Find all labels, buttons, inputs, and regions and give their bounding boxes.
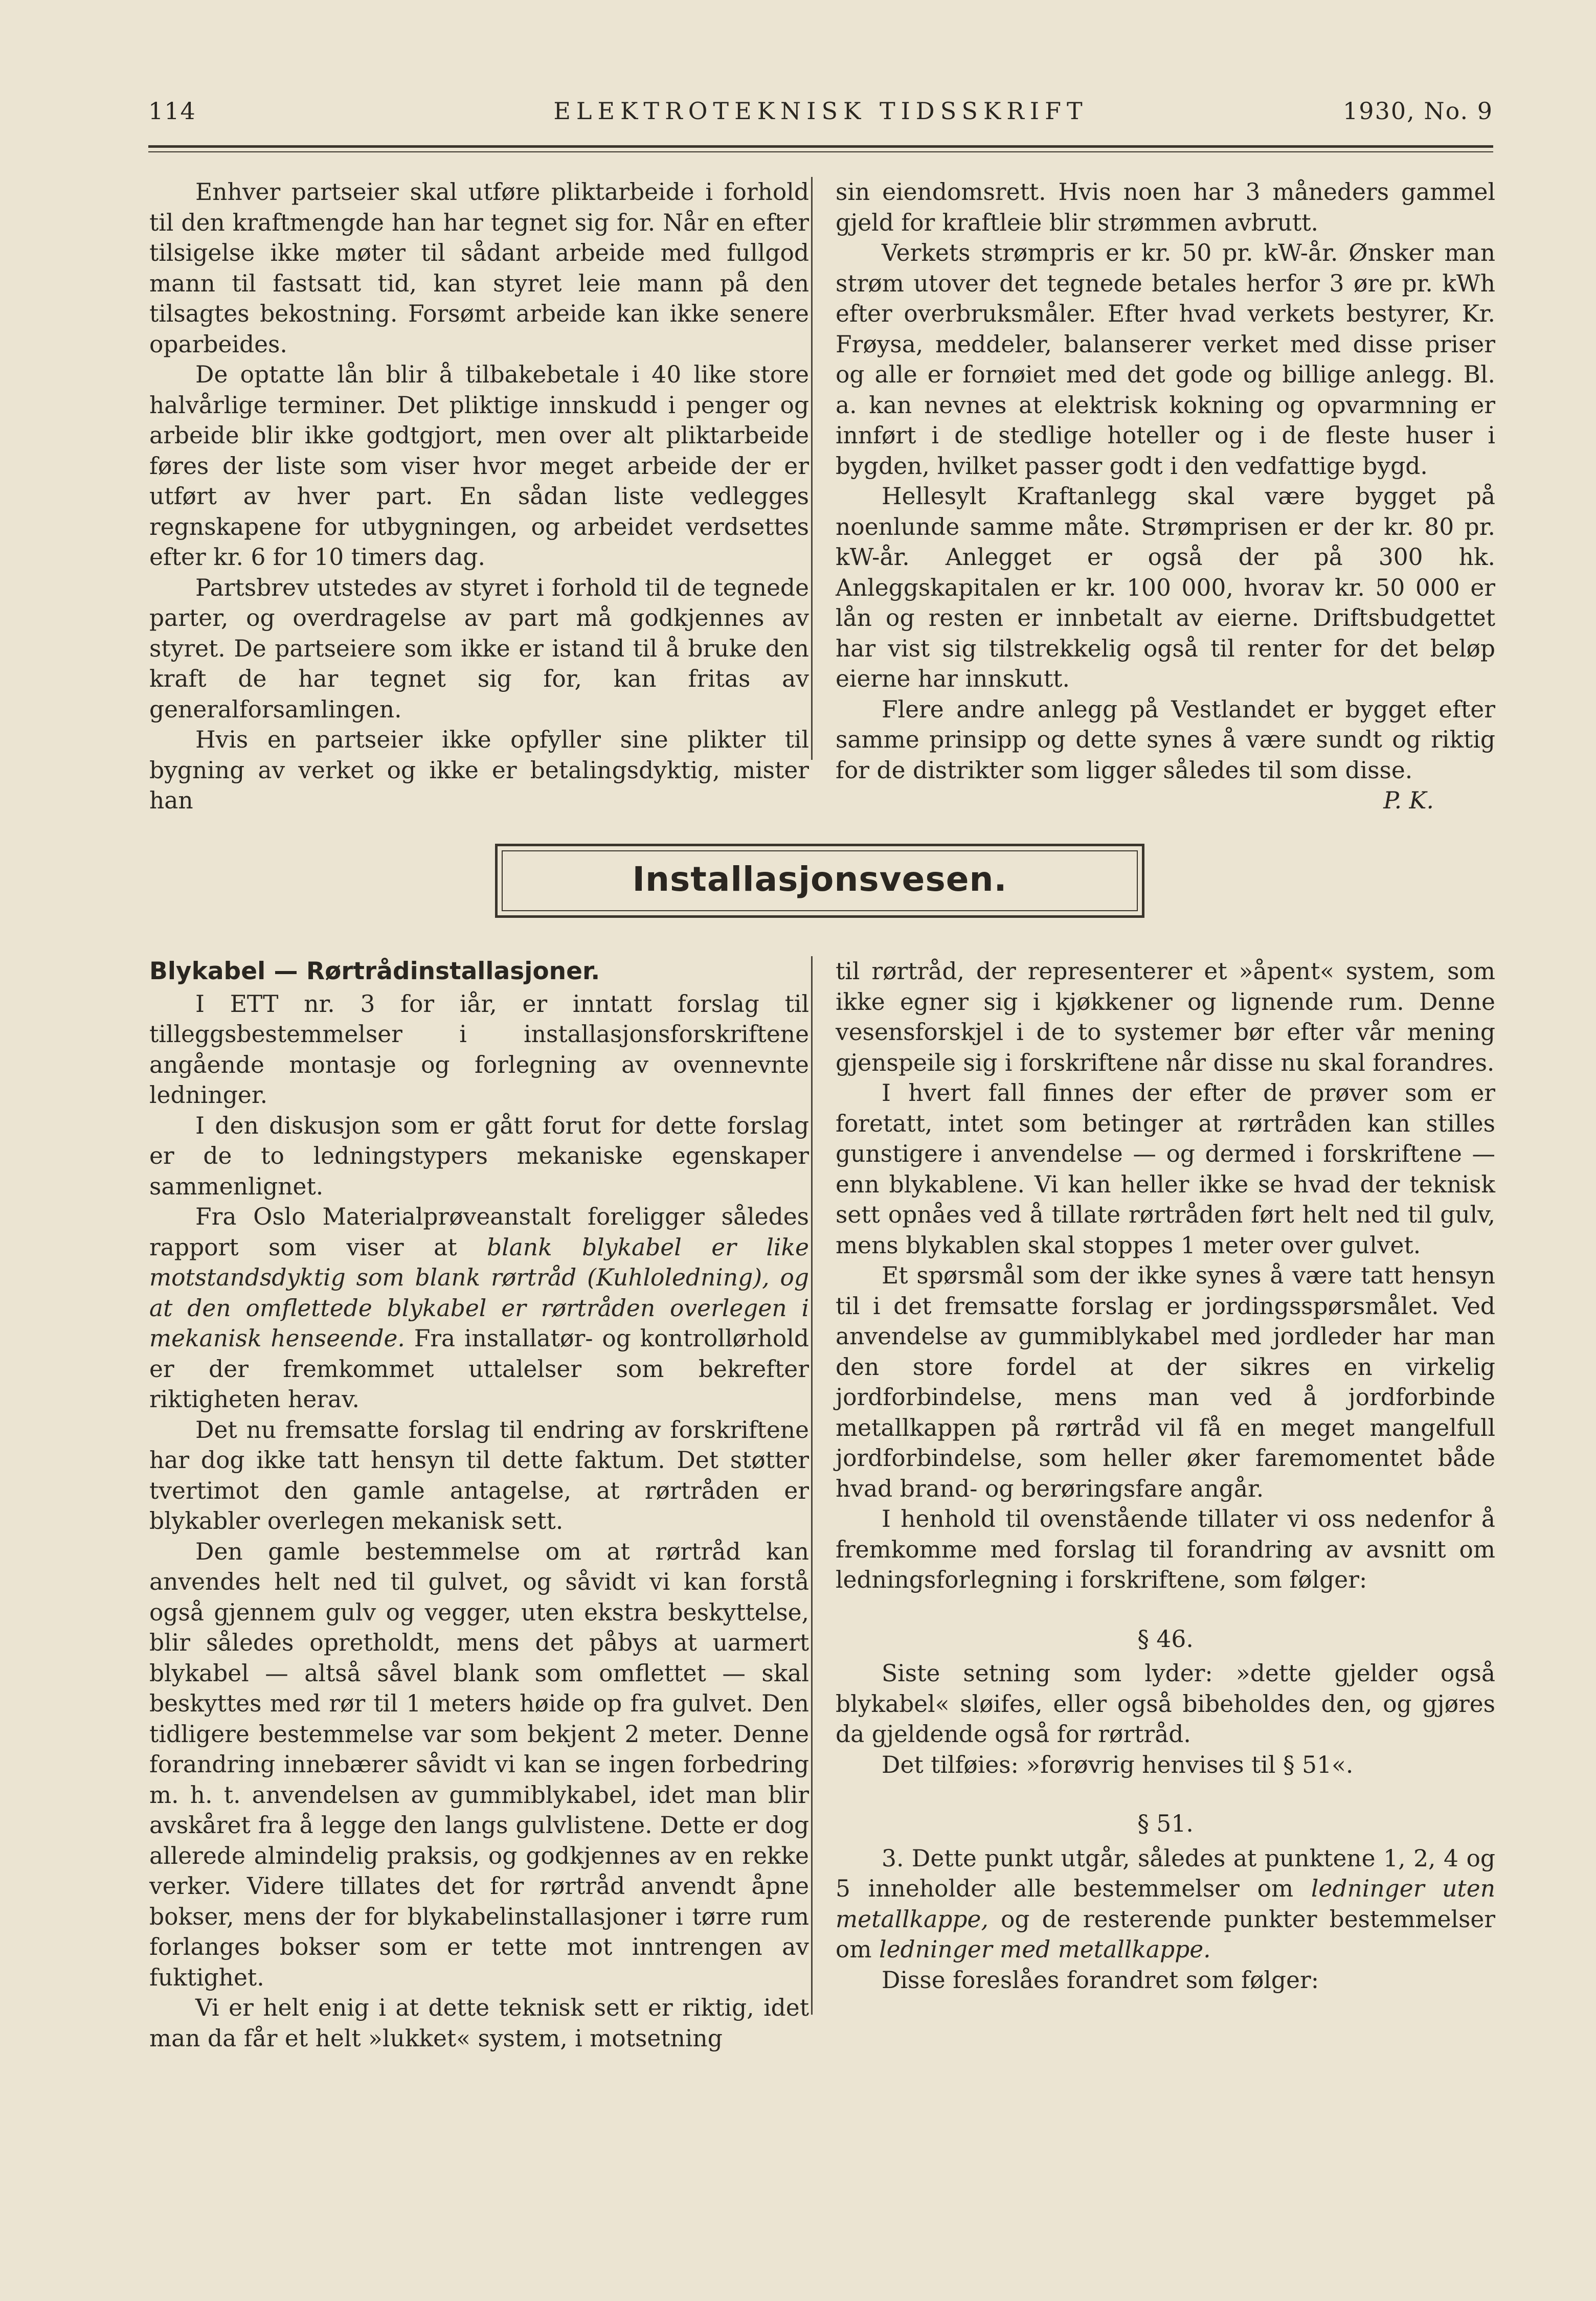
paragraph: I den diskusjon som er gått forut for dette forslag er de to ledningstypers mekaniske egenskaper sammenlignet. <box>149 1112 809 1200</box>
text-run: Fra Oslo Materialprøveanstalt foreligger således rapport som viser at <box>149 1203 809 1261</box>
paragraph: I hvert fall finnes der efter de prøver som er foretatt, intet som betinger at rørtråden kan stilles gunstigere i anvendelse — og dermed i forskriftene — enn blykablene. Vi kan heller ikke se hvad der teknisk sett opnåes ved å tillate rørtråden ført helt ned til gulv, mens blykablen skal stoppes 1 meter over gulvet. <box>836 1079 1495 1259</box>
paragraph: Det nu fremsatte forslag til endring av forskriftene har dog ikke tatt hensyn til dette faktum. Det støtter tvertimot den gamle antagelse, at rørtråden er blykabler overlegen mekanisk sett. <box>149 1416 809 1535</box>
issue-label: 1930, No. 9 <box>1343 97 1493 125</box>
paragraph: Hellesylt Kraftanlegg skal være bygget på noenlunde samme måte. Strømprisen er der kr. 80 pr. kW-år. Anlegget er også der på 300 hk. Anleggskapitalen er kr. 100 000, hvorav kr. 50 000 er lån og resten er innbetalt av eierne. Driftsbudgettet har vist sig tilstrekkelig også til renter for det beløp eierne har innskutt. <box>836 483 1495 692</box>
paragraph <box>836 1843 1495 1965</box>
paragraph: Flere andre anlegg på Vestlandet er bygget efter samme prinsipp og dette synes å være sundt og riktig for de distrikter som ligger således til som disse. <box>836 695 1495 784</box>
section-number-51: § 51. <box>1137 1810 1194 1837</box>
article-left-column <box>149 956 809 2054</box>
paragraph: Hvis en partseier ikke opfyller sine plikter til bygning av verket og ikke er betalingsdyktig, mister han <box>149 726 809 814</box>
emphasis: ledninger uten metallkappe, <box>836 1875 1495 1933</box>
paragraph: I ETT nr. 3 for iår, er inntatt forslag til tilleggsbestemmelser i installasjonsforskriftene angående montasje og forlegning av ovennevnte ledninger. <box>149 990 809 1109</box>
paragraph: Siste setning som lyder: »dette gjelder også blykabel« sløifes, eller også bibeholdes den, og gjøres da gjeldende også for rørtråd. <box>836 1660 1495 1748</box>
paragraph: Disse foreslåes forandret som følger: <box>882 1966 1319 1994</box>
paragraph: sin eiendomsrett. Hvis noen har 3 måneders gammel gjeld for kraftleie blir strømmen avbrutt. <box>836 178 1495 236</box>
paragraph: Partsbrev utstedes av styret i forhold til de tegnede parter, og overdragelse av part må godkjennes av styret. De partseiere som ikke er istand til å bruke den kraft de har tegnet sig for, kan fritas av generalforsamlingen. <box>149 574 809 723</box>
section-title: Installasjonsvesen. <box>632 860 1007 899</box>
paragraph: Et spørsmål som der ikke synes å være tatt hensyn til i det fremsatte forslag er jordingsspørsmålet. Ved anvendelse av gummiblykabel med jordleder har man den store fordel at der sikres en virkelig jordforbindelse, mens man ved å jordforbinde metallkappen på rørtråd vil få en meget mangelfull jordforbindelse, som heller øker faremomentet både hvad brand- og berøringsfare angår. <box>836 1262 1495 1502</box>
column-divider <box>811 177 813 760</box>
paragraph <box>149 1202 809 1415</box>
paragraph: til rørtråd, der representerer et »åpent« system, som ikke egner sig i kjøkkener og lignende rum. Denne vesensforskjel i de to systemer bør efter vår mening gjenspeile sig i forskriftene når disse nu skal forandres. <box>836 958 1495 1076</box>
section-number-46: § 46. <box>1137 1625 1194 1653</box>
column-divider <box>811 956 813 2015</box>
top-left-column <box>149 177 809 816</box>
paragraph: I henhold til ovenstående tillater vi oss nedenfor å fremkomme med forslag til forandring av avsnitt om ledningsforlegning i forskriftene, som følger: <box>836 1505 1495 1593</box>
running-header <box>148 97 1493 128</box>
article-right-column <box>836 956 1495 1995</box>
journal-title: ELEKTROTEKNISK TIDSSKRIFT <box>553 97 1088 125</box>
paragraph: Verkets strømpris er kr. 50 pr. kW-år. Ønsker man strøm utover det tegnede betales herfor 3 øre pr. kWh efter overbruksmåler. Efter hvad verkets bestyrer, Kr. Frøysa, meddeler, balanserer verket med disse priser og alle er fornøiet med det gode og billige anlegg. Bl. a. kan nevnes at elektrisk kokning og opvarmning er innført i de stedlige hoteller og i de fleste huser i bygden, hvilket passer godt i den vedfattige bygd. <box>836 239 1495 480</box>
paragraph: De optatte lån blir å tilbakebetale i 40 like store halvårlige terminer. Det pliktige innskudd i penger og arbeide blir ikke godtgjort, men over alt pliktarbeide føres der liste som viser hvor meget arbeide der er utført av hver part. En sådan liste vedlegges regnskapene for utbygningen, og arbeidet verdsettes efter kr. 6 for 10 timers dag. <box>149 361 809 571</box>
emphasis: blank blykabel er like motstandsdyktig som blank rørtråd (Kuhloledning), og at den omflettede blykabel er rørtråden overlegen i mekanisk henseende. <box>149 1233 809 1352</box>
text-run: 3. Dette punkt utgår, således at punktene 1, 2, 4 og 5 inneholder alle bestemmelser om <box>836 1844 1495 1902</box>
text-run: Fra installatør- og kontrollørhold er der fremkommet uttalelser som bekrefter riktigheten herav. <box>149 1325 809 1413</box>
article-title: Blykabel — Rørtrådinstallasjoner. <box>149 957 600 985</box>
top-right-column <box>836 177 1495 816</box>
paragraph: Vi er helt enig i at dette teknisk sett er riktig, idet man da får et helt »lukket« system, i motsetning <box>149 1994 809 2052</box>
section-heading-box <box>495 844 1144 918</box>
header-rule-thick <box>148 145 1493 148</box>
header-rule-thin <box>148 151 1493 152</box>
paragraph: Det tilføies: »forøvrig henvises til § 51«. <box>882 1751 1354 1778</box>
emphasis: ledninger med metallkappe. <box>879 1936 1211 1963</box>
author-signature: P. K. <box>1383 787 1434 814</box>
page-number: 114 <box>148 97 196 125</box>
paragraph: Enhver partseier skal utføre pliktarbeide i forhold til den kraftmengde han har tegnet sig for. Når en efter tilsigelse ikke møter til sådant arbeide med fullgod mann til fastsatt tid, kan styret leie mann på den tilsagtes bekostning. Forsømt arbeide kan ikke senere oparbeides. <box>149 178 809 358</box>
paragraph: Den gamle bestemmelse om at rørtråd kan anvendes helt ned til gulvet, og såvidt vi kan forstå også gjennem gulv og vegger, uten ekstra beskyttelse, blir således opretholdt, mens det påbys at uarmert blykabel — altså såvel blank som omflettet — skal beskyttes med rør til 1 meters høide op fra gulvet. Den tidligere bestemmelse var som bekjent 2 meter. Denne forandring innebærer såvidt vi kan se ingen forbedring m. h. t. anvendelsen av gummiblykabel, idet man blir avskåret fra å legge den langs gulvlistene. Dette er dog allerede almindelig praksis, og godkjennes av en rekke verker. Videre tillates det for rørtråd anvendt åpne bokser, mens der for blykabelinstallasjoner i tørre rum forlanges bokser som er tette mot inntrengen av fuktighet. <box>149 1538 809 1991</box>
text-run: og de resterende punkter bestemmelser om <box>836 1905 1495 1963</box>
